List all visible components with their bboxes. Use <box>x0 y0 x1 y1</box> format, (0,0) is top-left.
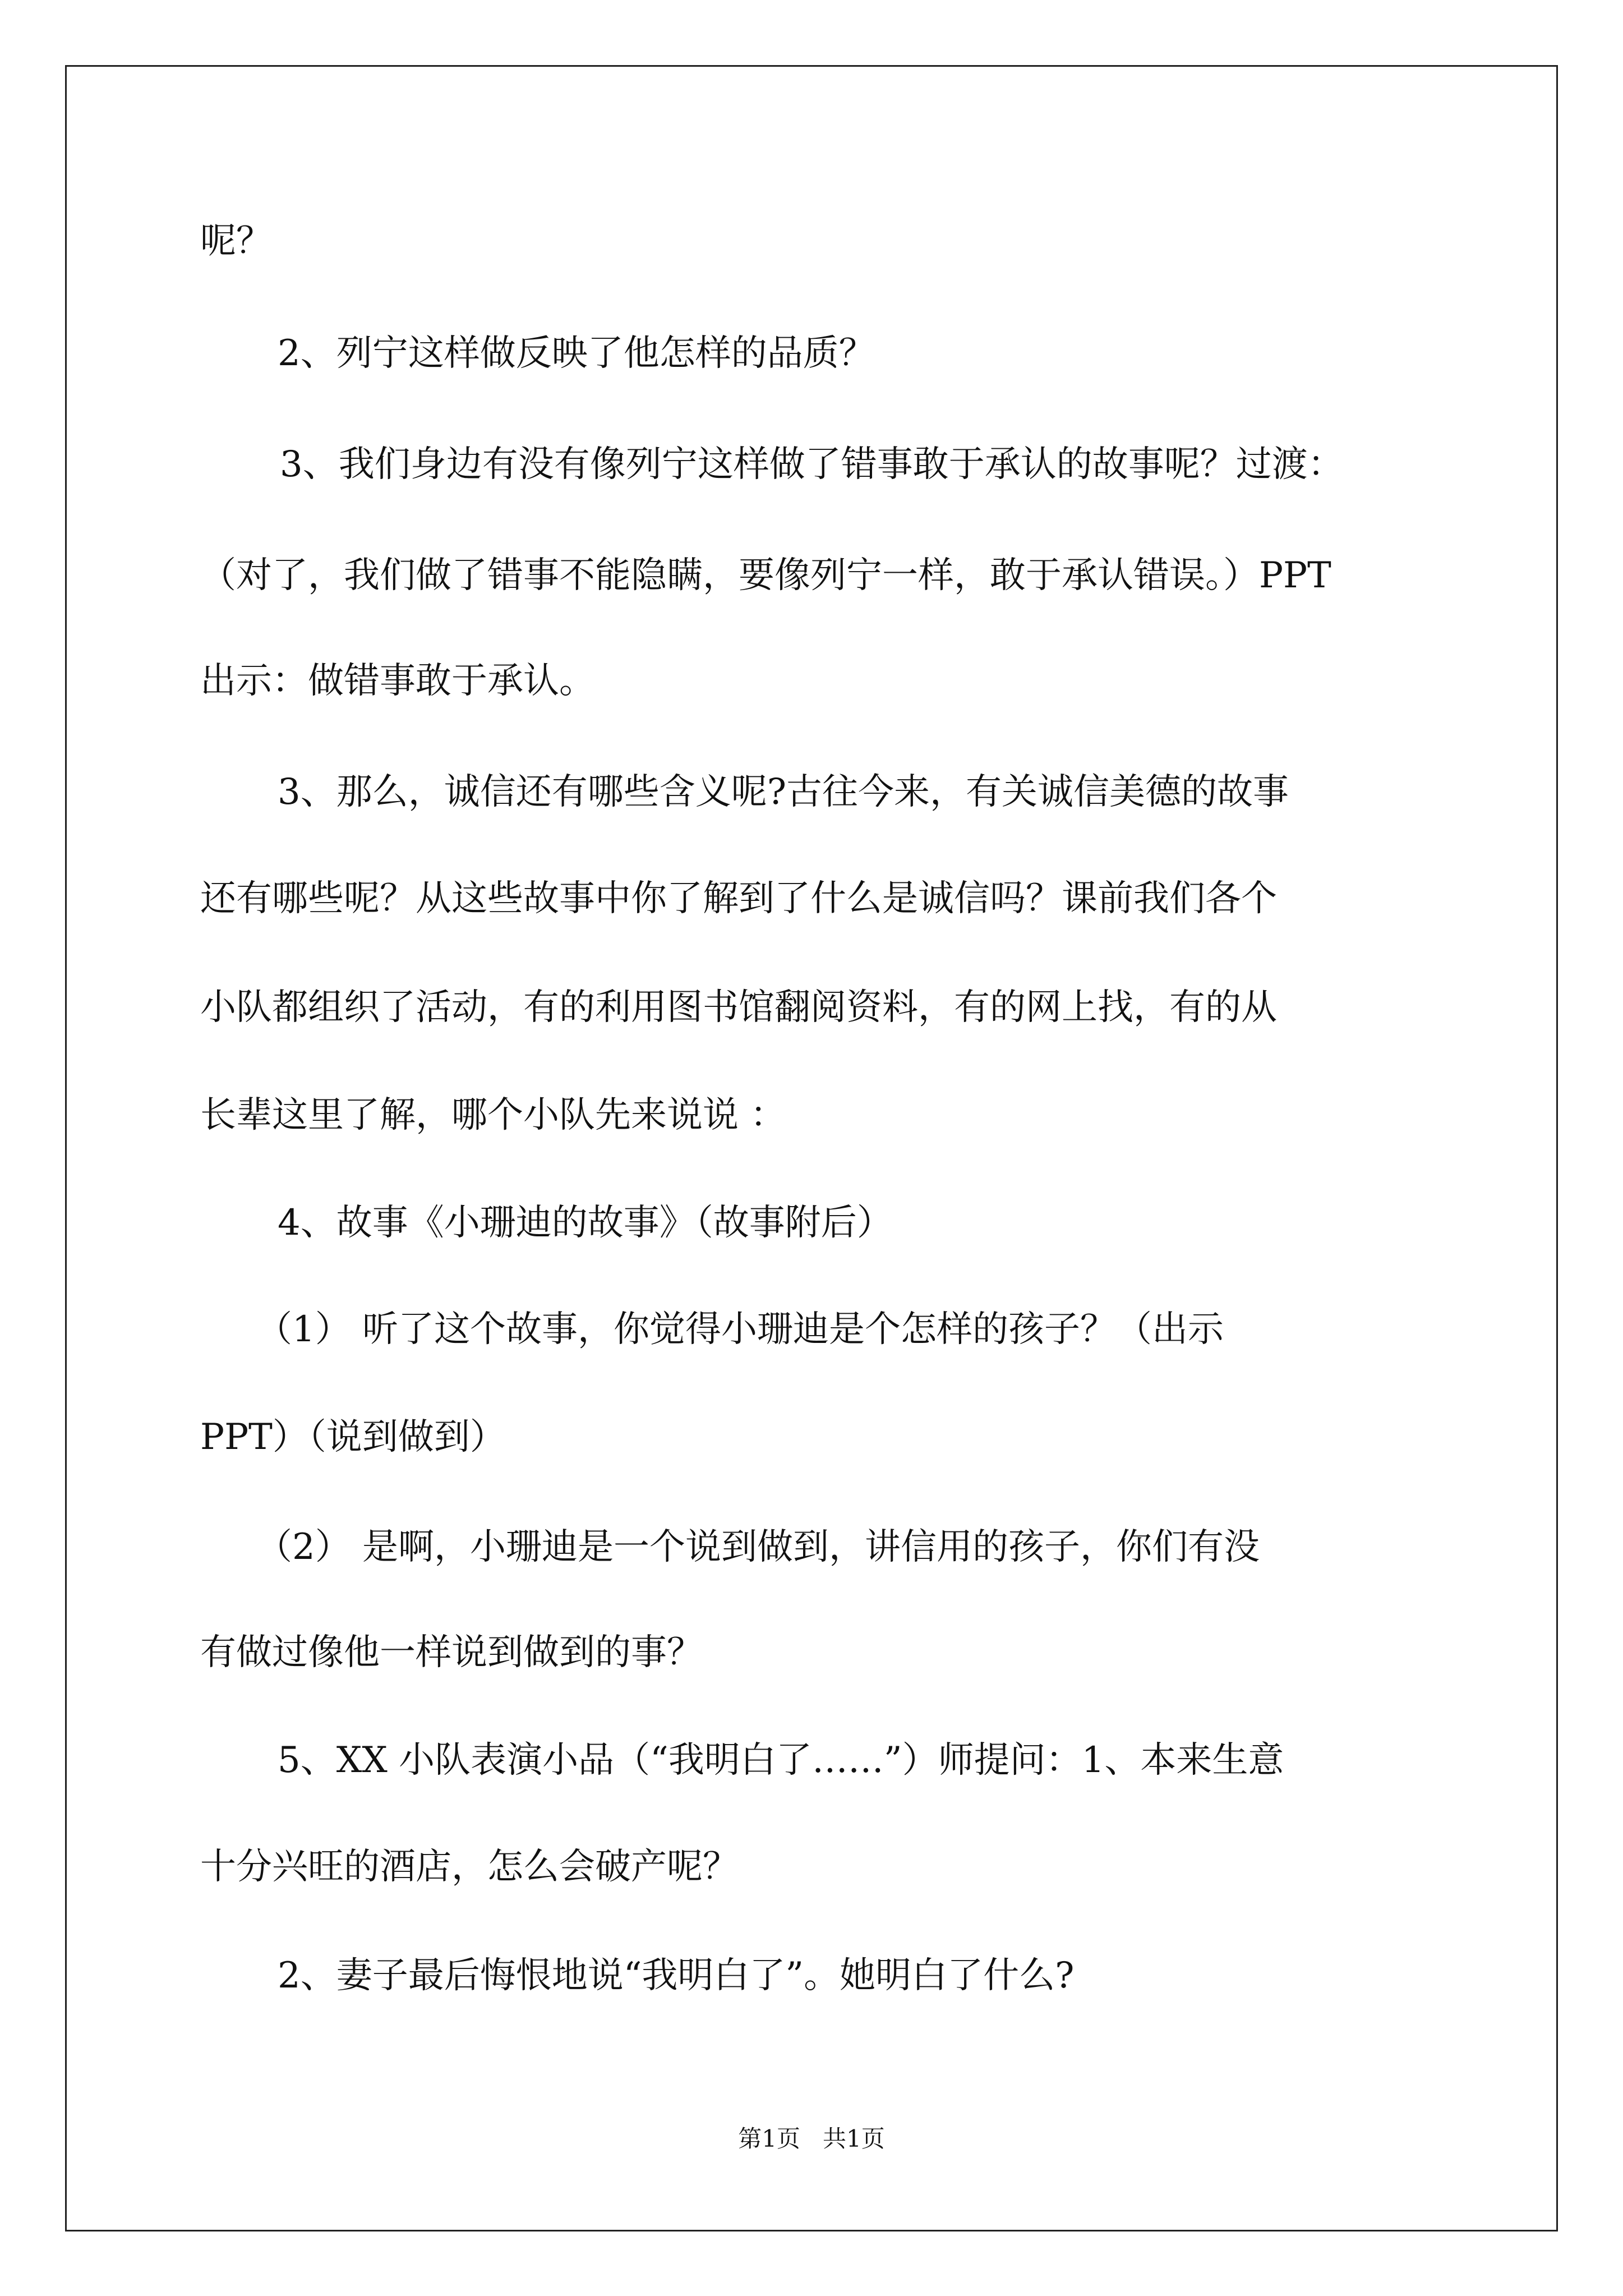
text-line: PPT）（说到做到） <box>200 1416 506 1458</box>
text-line: 出示：做错事敢于承认。 <box>200 660 595 702</box>
text-line: 2、妻子最后悔恨地说“我明白了”。她明白了什么? <box>278 1955 1075 1996</box>
text-line: （1） 听了这个故事，你觉得小珊迪是个怎样的孩子？（出示 <box>256 1309 1224 1350</box>
text-line: 2、列宁这样做反映了他怎样的品质？ <box>278 333 875 374</box>
text-line: 5、XX 小队表演小品（“我明白了……”）师提问：1、本来生意 <box>278 1740 1284 1781</box>
text-line: 呢？ <box>200 220 272 262</box>
text-line: 还有哪些呢？从这些故事中你了解到了什么是诚信吗？课前我们各个 <box>200 878 1277 919</box>
text-line: 4、故事《小珊迪的故事》（故事附后） <box>278 1202 893 1244</box>
text-line: 长辈这里了解，哪个小队先来说说 ： <box>200 1094 786 1136</box>
text-line: （对了，我们做了错事不能隐瞒，要像列宁一样，敢于承认错误。）PPT <box>200 555 1331 596</box>
text-line: 3、我们身边有没有像列宁这样做了错事敢于承认的故事呢？过渡： <box>280 444 1344 485</box>
text-line: （2） 是啊，小珊迪是一个说到做到，讲信用的孩子，你们有没 <box>256 1526 1260 1568</box>
text-line: 小队都组织了活动，有的利用图书馆翻阅资料，有的网上找，有的从 <box>200 987 1277 1028</box>
page-total: 共1页 <box>823 2125 885 2152</box>
page-footer <box>0 2125 1623 2153</box>
page-border <box>65 65 1558 2231</box>
text-line: 十分兴旺的酒店，怎么会破产呢？ <box>200 1846 739 1888</box>
text-line: 3、那么，诚信还有哪些含义呢?古往今来，有关诚信美德的故事 <box>278 771 1289 813</box>
page-number: 第1页 <box>738 2125 800 2152</box>
text-line: 有做过像他一样说到做到的事？ <box>200 1632 703 1673</box>
